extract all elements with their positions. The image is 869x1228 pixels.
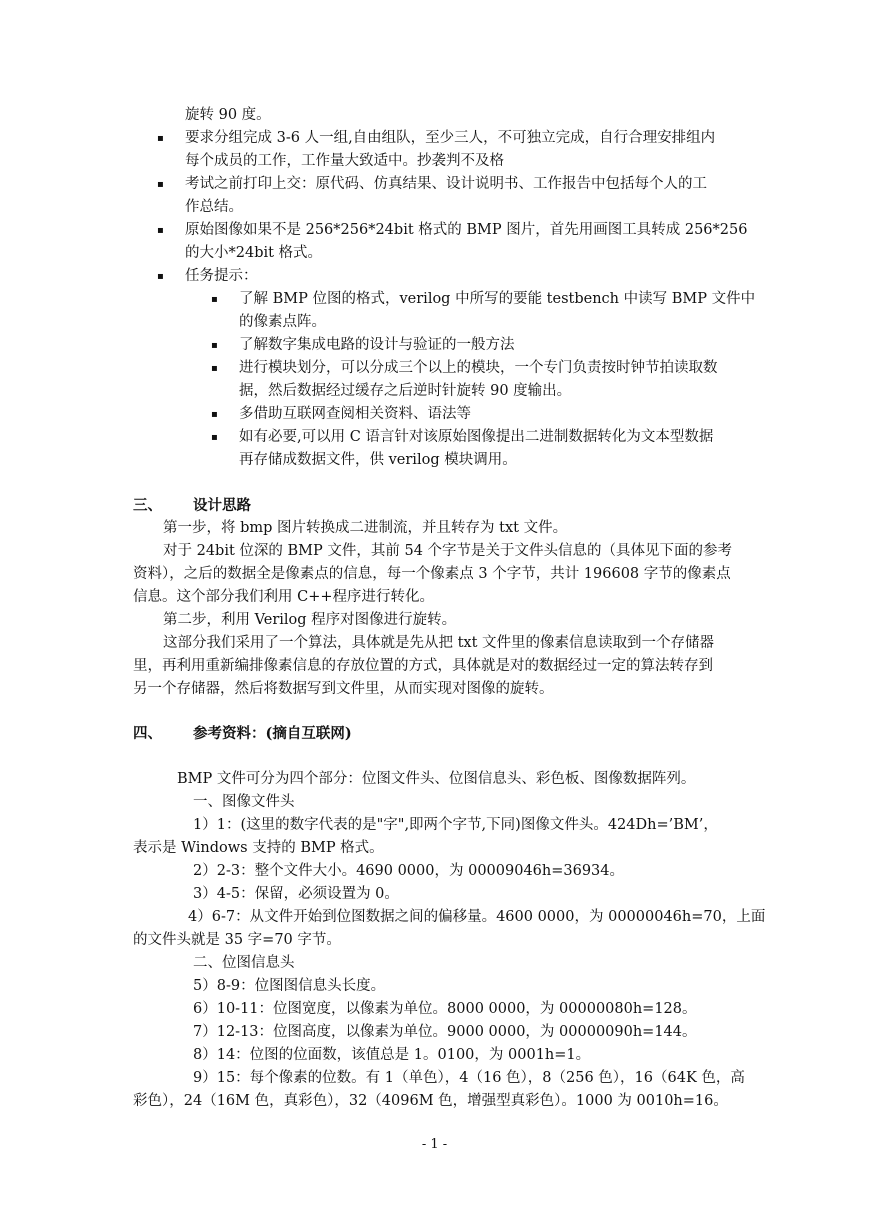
paragraph-line: 9）15：每个像素的位数。有 1（单色），4（16 色），8（256 色），16（64K 色，高 <box>193 1070 745 1086</box>
paragraph-line: 彩色），24（16M 色，真彩色），32（4096M 色，增强型真彩色）。1000 为 0010h=16。 <box>133 1093 728 1109</box>
sub-bullet-marker: ▪ <box>211 340 218 351</box>
paragraph-line: 第一步，将 bmp 图片转换成二进制流，并且转存为 txt 文件。 <box>163 520 568 536</box>
bullet-text: 每个成员的工作，工作量大致适中。抄袭判不及格 <box>185 153 504 169</box>
section-number: 三、 <box>133 497 162 514</box>
paragraph-line: 另一个存储器，然后将数据写到文件里，从而实现对图像的旋转。 <box>133 681 554 697</box>
section-number: 四、 <box>133 725 162 742</box>
hint-text: 如有必要,可以用 C 语言针对该原始图像提出二进制数据转化为文本型数据 <box>239 429 714 445</box>
paragraph-line: 6）10-11：位图宽度，以像素为单位。8000 0000，为 00000080h=128。 <box>193 1001 697 1017</box>
section-title: 设计思路 <box>193 497 251 514</box>
paragraph-line: 信息。这个部分我们利用 C++程序进行转化。 <box>133 589 435 605</box>
hint-text: 再存储成数据文件，供 verilog 模块调用。 <box>239 452 517 468</box>
sub-bullet-marker: ▪ <box>211 409 218 420</box>
paragraph-line: 3）4-5：保留，必须设置为 0。 <box>193 886 399 902</box>
sub-bullet-marker: ▪ <box>211 432 218 443</box>
paragraph-line: 表示是 Windows 支持的 BMP 格式。 <box>133 840 384 856</box>
bullet-text: 原始图像如果不是 256*256*24bit 格式的 BMP 图片，首先用画图工具转成 256*256 <box>185 222 748 238</box>
hint-text: 的像素点阵。 <box>239 314 326 330</box>
bullet-marker: ▪ <box>157 271 164 282</box>
hint-text: 多借助互联网查阅相关资料、语法等 <box>239 406 471 422</box>
bullet-continuation: 旋转 90 度。 <box>185 107 271 123</box>
bullet-text: 要求分组完成 3-6 人一组,自由组队，至少三人，不可独立完成，自行合理安排组内 <box>185 130 716 146</box>
bullet-text: 作总结。 <box>185 199 243 215</box>
paragraph-line: BMP 文件可分为四个部分：位图文件头、位图信息头、彩色板、图像数据阵列。 <box>177 771 696 787</box>
paragraph-line: 1）1：(这里的数字代表的是"字",即两个字节,下同)图像文件头。424Dh=’BM’， <box>193 817 718 833</box>
paragraph-line: 对于 24bit 位深的 BMP 文件，其前 54 个字节是关于文件头信息的（具体见下面的参考 <box>163 543 733 559</box>
bullet-text: 考试之前打印上交：原代码、仿真结果、设计说明书、工作报告中包括每个人的工 <box>185 176 707 192</box>
paragraph-line: 里，再利用重新编排像素信息的存放位置的方式，具体就是对的数据经过一定的算法转存到 <box>133 658 713 674</box>
paragraph-line: 7）12-13：位图高度，以像素为单位。9000 0000，为 00000090h=144。 <box>193 1024 697 1040</box>
bullet-text: 任务提示： <box>185 268 258 284</box>
hint-text: 进行模块划分，可以分成三个以上的模块，一个专门负责按时钟节拍读取数 <box>239 360 718 376</box>
paragraph-line: 8）14：位图的位面数，该值总是 1。0100，为 0001h=1。 <box>193 1047 591 1063</box>
paragraph-line: 第二步，利用 Verilog 程序对图像进行旋转。 <box>163 612 457 628</box>
subheading: 一、图像文件头 <box>193 794 295 810</box>
hint-text: 据，然后数据经过缓存之后逆时针旋转 90 度输出。 <box>239 383 572 399</box>
paragraph-line: 5）8-9：位图图信息头长度。 <box>193 978 386 994</box>
sub-bullet-marker: ▪ <box>211 363 218 374</box>
paragraph-line: 4）6-7：从文件开始到位图数据之间的偏移量。4600 0000，为 00000046h=70，上面 <box>188 909 766 925</box>
bullet-text: 的大小*24bit 格式。 <box>185 245 323 261</box>
subheading: 二、位图信息头 <box>193 955 295 971</box>
bullet-marker: ▪ <box>157 225 164 236</box>
hint-text: 了解数字集成电路的设计与验证的一般方法 <box>239 337 515 353</box>
paragraph-line: 2）2-3：整个文件大小。4690 0000，为 00009046h=36934。 <box>193 863 625 879</box>
section-title: 参考资料：(摘自互联网) <box>193 725 352 742</box>
bullet-marker: ▪ <box>157 179 164 190</box>
hint-text: 了解 BMP 位图的格式，verilog 中所写的要能 testbench 中读写 BMP 文件中 <box>239 291 756 307</box>
bullet-marker: ▪ <box>157 133 164 144</box>
paragraph-line: 这部分我们采用了一个算法，具体就是先从把 txt 文件里的像素信息读取到一个存储器 <box>163 635 715 651</box>
sub-bullet-marker: ▪ <box>211 294 218 305</box>
paragraph-line: 资料），之后的数据全是像素点的信息，每一个像素点 3 个字节，共计 196608 字节的像素点 <box>133 566 731 582</box>
page-number: - 1 - <box>421 1137 448 1152</box>
paragraph-line: 的文件头就是 35 字=70 字节。 <box>133 932 341 948</box>
